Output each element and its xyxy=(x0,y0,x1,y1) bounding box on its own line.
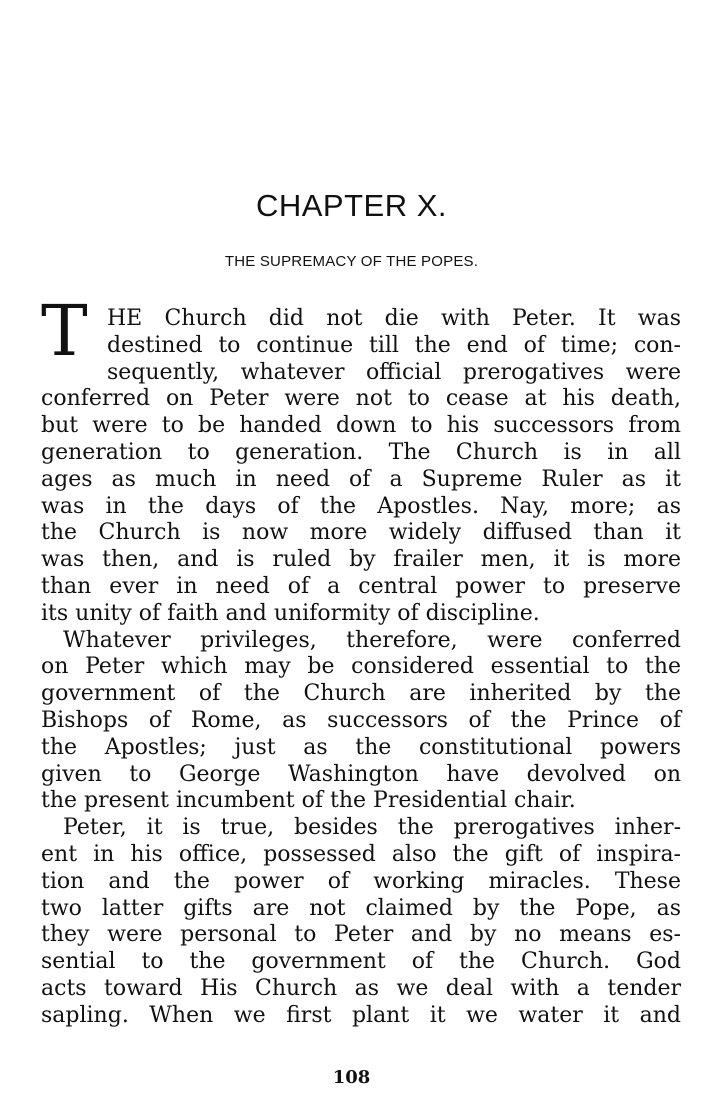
page-number: 108 xyxy=(332,1067,371,1088)
text-line: government of the Church are inherited by the xyxy=(41,681,681,707)
text-line: was in the days of the Apostles. Nay, more; as xyxy=(41,493,681,519)
text-line: than ever in need of a central power to preserve xyxy=(41,573,681,599)
text-line: two latter gifts are not claimed by the Pope, as xyxy=(41,895,681,921)
text-line: tion and the power of working miracles. These xyxy=(41,868,681,894)
text-line: destined to continue till the end of time; con- xyxy=(107,332,681,358)
text-line: but were to be handed down to his successors from xyxy=(41,413,681,439)
chapter-subtitle: THE SUPREMACY OF THE POPES. xyxy=(224,253,479,270)
text-line: sapling. When we first plant it we water it and xyxy=(41,1002,681,1028)
chapter-title: CHAPTER X. xyxy=(255,188,448,223)
text-line: sential to the government of the Church. God xyxy=(41,949,681,975)
text-line: the Apostles; just as the constitutional powers xyxy=(41,734,681,760)
text-line: its unity of faith and uniformity of discipline. xyxy=(41,600,540,626)
text-line: HE Church did not die with Peter. It was xyxy=(107,306,681,331)
text-line: was then, and is ruled by frailer men, it is more xyxy=(41,547,681,573)
text-line: ages as much in need of a Supreme Ruler as it xyxy=(41,466,681,492)
text-line: Bishops of Rome, as successors of the Prince of xyxy=(41,707,681,733)
text-line: on Peter which may be considered essential to the xyxy=(41,654,681,680)
text-line: ent in his office, possessed also the gift of inspira- xyxy=(41,841,681,867)
body-text xyxy=(41,306,681,1030)
drop-cap: T xyxy=(41,290,88,372)
text-line: sequently, whatever official prerogatives were xyxy=(107,359,681,385)
text-line: they were personal to Peter and by no means es- xyxy=(41,922,681,948)
text-line: Whatever privileges, therefore, were conferred xyxy=(63,627,681,653)
text-line: conferred on Peter were not to cease at his death, xyxy=(41,386,681,412)
text-line: acts toward His Church as we deal with a tender xyxy=(41,975,681,1001)
text-line: Peter, it is true, besides the prerogatives inher- xyxy=(63,815,681,841)
text-line: given to George Washington have devolved on xyxy=(41,761,681,787)
text-line: the Church is now more widely diffused than it xyxy=(41,520,681,546)
text-line: the present incumbent of the Presidential chair. xyxy=(41,788,576,814)
text-line: generation to generation. The Church is in all xyxy=(41,439,681,465)
